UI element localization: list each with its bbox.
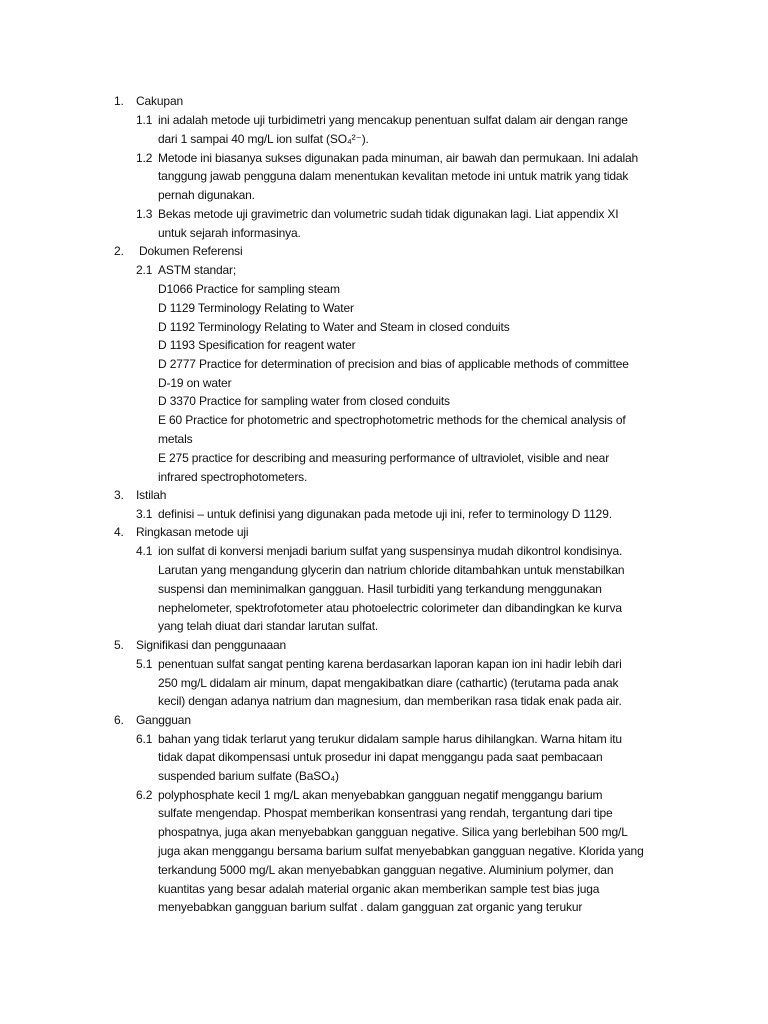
item-text-line: terkandung 5000 mg/L akan menyebabkan gangguan negative. Aluminium polymer, dan bbox=[158, 863, 614, 877]
item-text-line: Bekas metode uji gravimetric dan volumetric sudah tidak digunakan lagi. Liat appendix XI bbox=[158, 207, 619, 221]
item-text-line: phospatnya, juga akan menyebabkan gangguan negative. Silica yang berlebihan 500 mg/L bbox=[158, 825, 628, 839]
item-text-line: nephelometer, spektrofotometer atau photoelectric colorimeter dan dibandingkan ke kurva bbox=[158, 601, 622, 615]
item-text-line: dari 1 sampai 40 mg/L ion sulfat (SO₄²⁻). bbox=[158, 132, 369, 146]
reference-line: D 1129 Terminology Relating to Water bbox=[158, 301, 354, 315]
item-number: 6.1 bbox=[136, 732, 153, 746]
reference-line: infrared spectrophotometers. bbox=[158, 470, 308, 484]
item-number: 1.3 bbox=[136, 207, 153, 221]
item-text-line: suspended barium sulfate (BaSO₄) bbox=[158, 769, 339, 783]
item-number: 4.1 bbox=[136, 544, 153, 558]
reference-line: D1066 Practice for sampling steam bbox=[158, 282, 340, 296]
reference-line: D 1193 Spesification for reagent water bbox=[158, 338, 356, 352]
section-title: Ringkasan metode uji bbox=[136, 525, 249, 539]
item-number: 1.1 bbox=[136, 113, 153, 127]
section-number: 5. bbox=[114, 638, 124, 652]
section-number: 4. bbox=[114, 525, 124, 539]
section-title: Istilah bbox=[136, 488, 167, 502]
section-number: 2. bbox=[114, 244, 124, 258]
item-number: 2.1 bbox=[136, 263, 153, 277]
item-text-line: ASTM standar; bbox=[158, 263, 237, 277]
item-text-line: definisi – untuk definisi yang digunakan pada metode uji ini, refer to terminology D 1129. bbox=[158, 507, 612, 521]
item-number: 5.1 bbox=[136, 657, 153, 671]
reference-line: E 60 Practice for photometric and spectrophotometric methods for the chemical analysis of bbox=[158, 413, 626, 427]
item-text-line: 250 mg/L didalam air minum, dapat mengakibatkan diare (cathartic) (terutama pada anak bbox=[158, 676, 619, 690]
section-title: Signifikasi dan penggunaaan bbox=[136, 638, 287, 652]
item-number: 1.2 bbox=[136, 151, 153, 165]
section-title: Gangguan bbox=[136, 713, 191, 727]
reference-line: D 1192 Terminology Relating to Water and Steam in closed conduits bbox=[158, 320, 510, 334]
item-text-line: suspensi dan meminimalkan gangguan. Hasil turbiditi yang terkandung menggunakan bbox=[158, 582, 602, 596]
item-number: 3.1 bbox=[136, 507, 153, 521]
item-text-line: bahan yang tidak terlarut yang terukur didalam sample harus dihilangkan. Warna hitam itu bbox=[158, 732, 622, 746]
item-text-line: ion sulfat di konversi menjadi barium sulfat yang suspensinya mudah dikontrol kondisinya. bbox=[158, 544, 623, 558]
section-number: 6. bbox=[114, 713, 124, 727]
item-text-line: penentuan sulfat sangat penting karena berdasarkan laporan kapan ion ini hadir lebih dari bbox=[158, 657, 622, 671]
reference-line: D-19 on water bbox=[158, 376, 232, 390]
item-text-line: tidak dapat dikompensasi untuk prosedur ini dapat menggangu pada saat pembacaan bbox=[158, 750, 603, 764]
reference-line: metals bbox=[158, 432, 193, 446]
item-text-line: Larutan yang mengandung glycerin dan natrium chloride ditambahkan untuk menstabilkan bbox=[158, 563, 625, 577]
reference-line: D 2777 Practice for determination of precision and bias of applicable methods of committee bbox=[158, 357, 629, 371]
item-text-line: pernah digunakan. bbox=[158, 188, 255, 202]
item-text-line: kecil) dengan adanya natrium dan magnesium, dan memberikan rasa tidak enak pada air. bbox=[158, 694, 622, 708]
item-text-line: polyphosphate kecil 1 mg/L akan menyebabkan gangguan negatif menggangu barium bbox=[158, 788, 603, 802]
reference-line: E 275 practice for describing and measuring performance of ultraviolet, visible and near bbox=[158, 451, 610, 465]
section-title: Cakupan bbox=[136, 94, 183, 108]
item-text-line: Metode ini biasanya sukses digunakan pada minuman, air bawah dan permukaan. Ini adalah bbox=[158, 151, 639, 165]
item-text-line: tanggung jawab pengguna dalam menentukan kevalitan metode ini untuk matrik yang tidak bbox=[158, 169, 629, 183]
reference-line: D 3370 Practice for sampling water from closed conduits bbox=[158, 394, 450, 408]
item-text-line: menyebabkan gangguan barium sulfat . dalam gangguan zat organic yang terukur bbox=[158, 900, 583, 914]
item-text-line: sulfate mengendap. Phospat memberikan konsentrasi yang rendah, tergantung dari tipe bbox=[158, 806, 613, 820]
item-number: 6.2 bbox=[136, 788, 153, 802]
item-text-line: yang telah diuat dari standar larutan sulfat. bbox=[158, 619, 379, 633]
item-text-line: kuantitas yang besar adalah material organic akan memberikan sample test bias juga bbox=[158, 882, 600, 896]
section-number: 1. bbox=[114, 94, 124, 108]
section-number: 3. bbox=[114, 488, 124, 502]
item-text-line: juga akan menggangu bersama barium sulfat menyebabkan gangguan negative. Klorida yang bbox=[158, 844, 644, 858]
item-text-line: untuk sejarah informasinya. bbox=[158, 226, 301, 240]
section-title: Dokumen Referensi bbox=[139, 244, 243, 258]
item-text-line: ini adalah metode uji turbidimetri yang mencakup penentuan sulfat dalam air dengan range bbox=[158, 113, 628, 127]
